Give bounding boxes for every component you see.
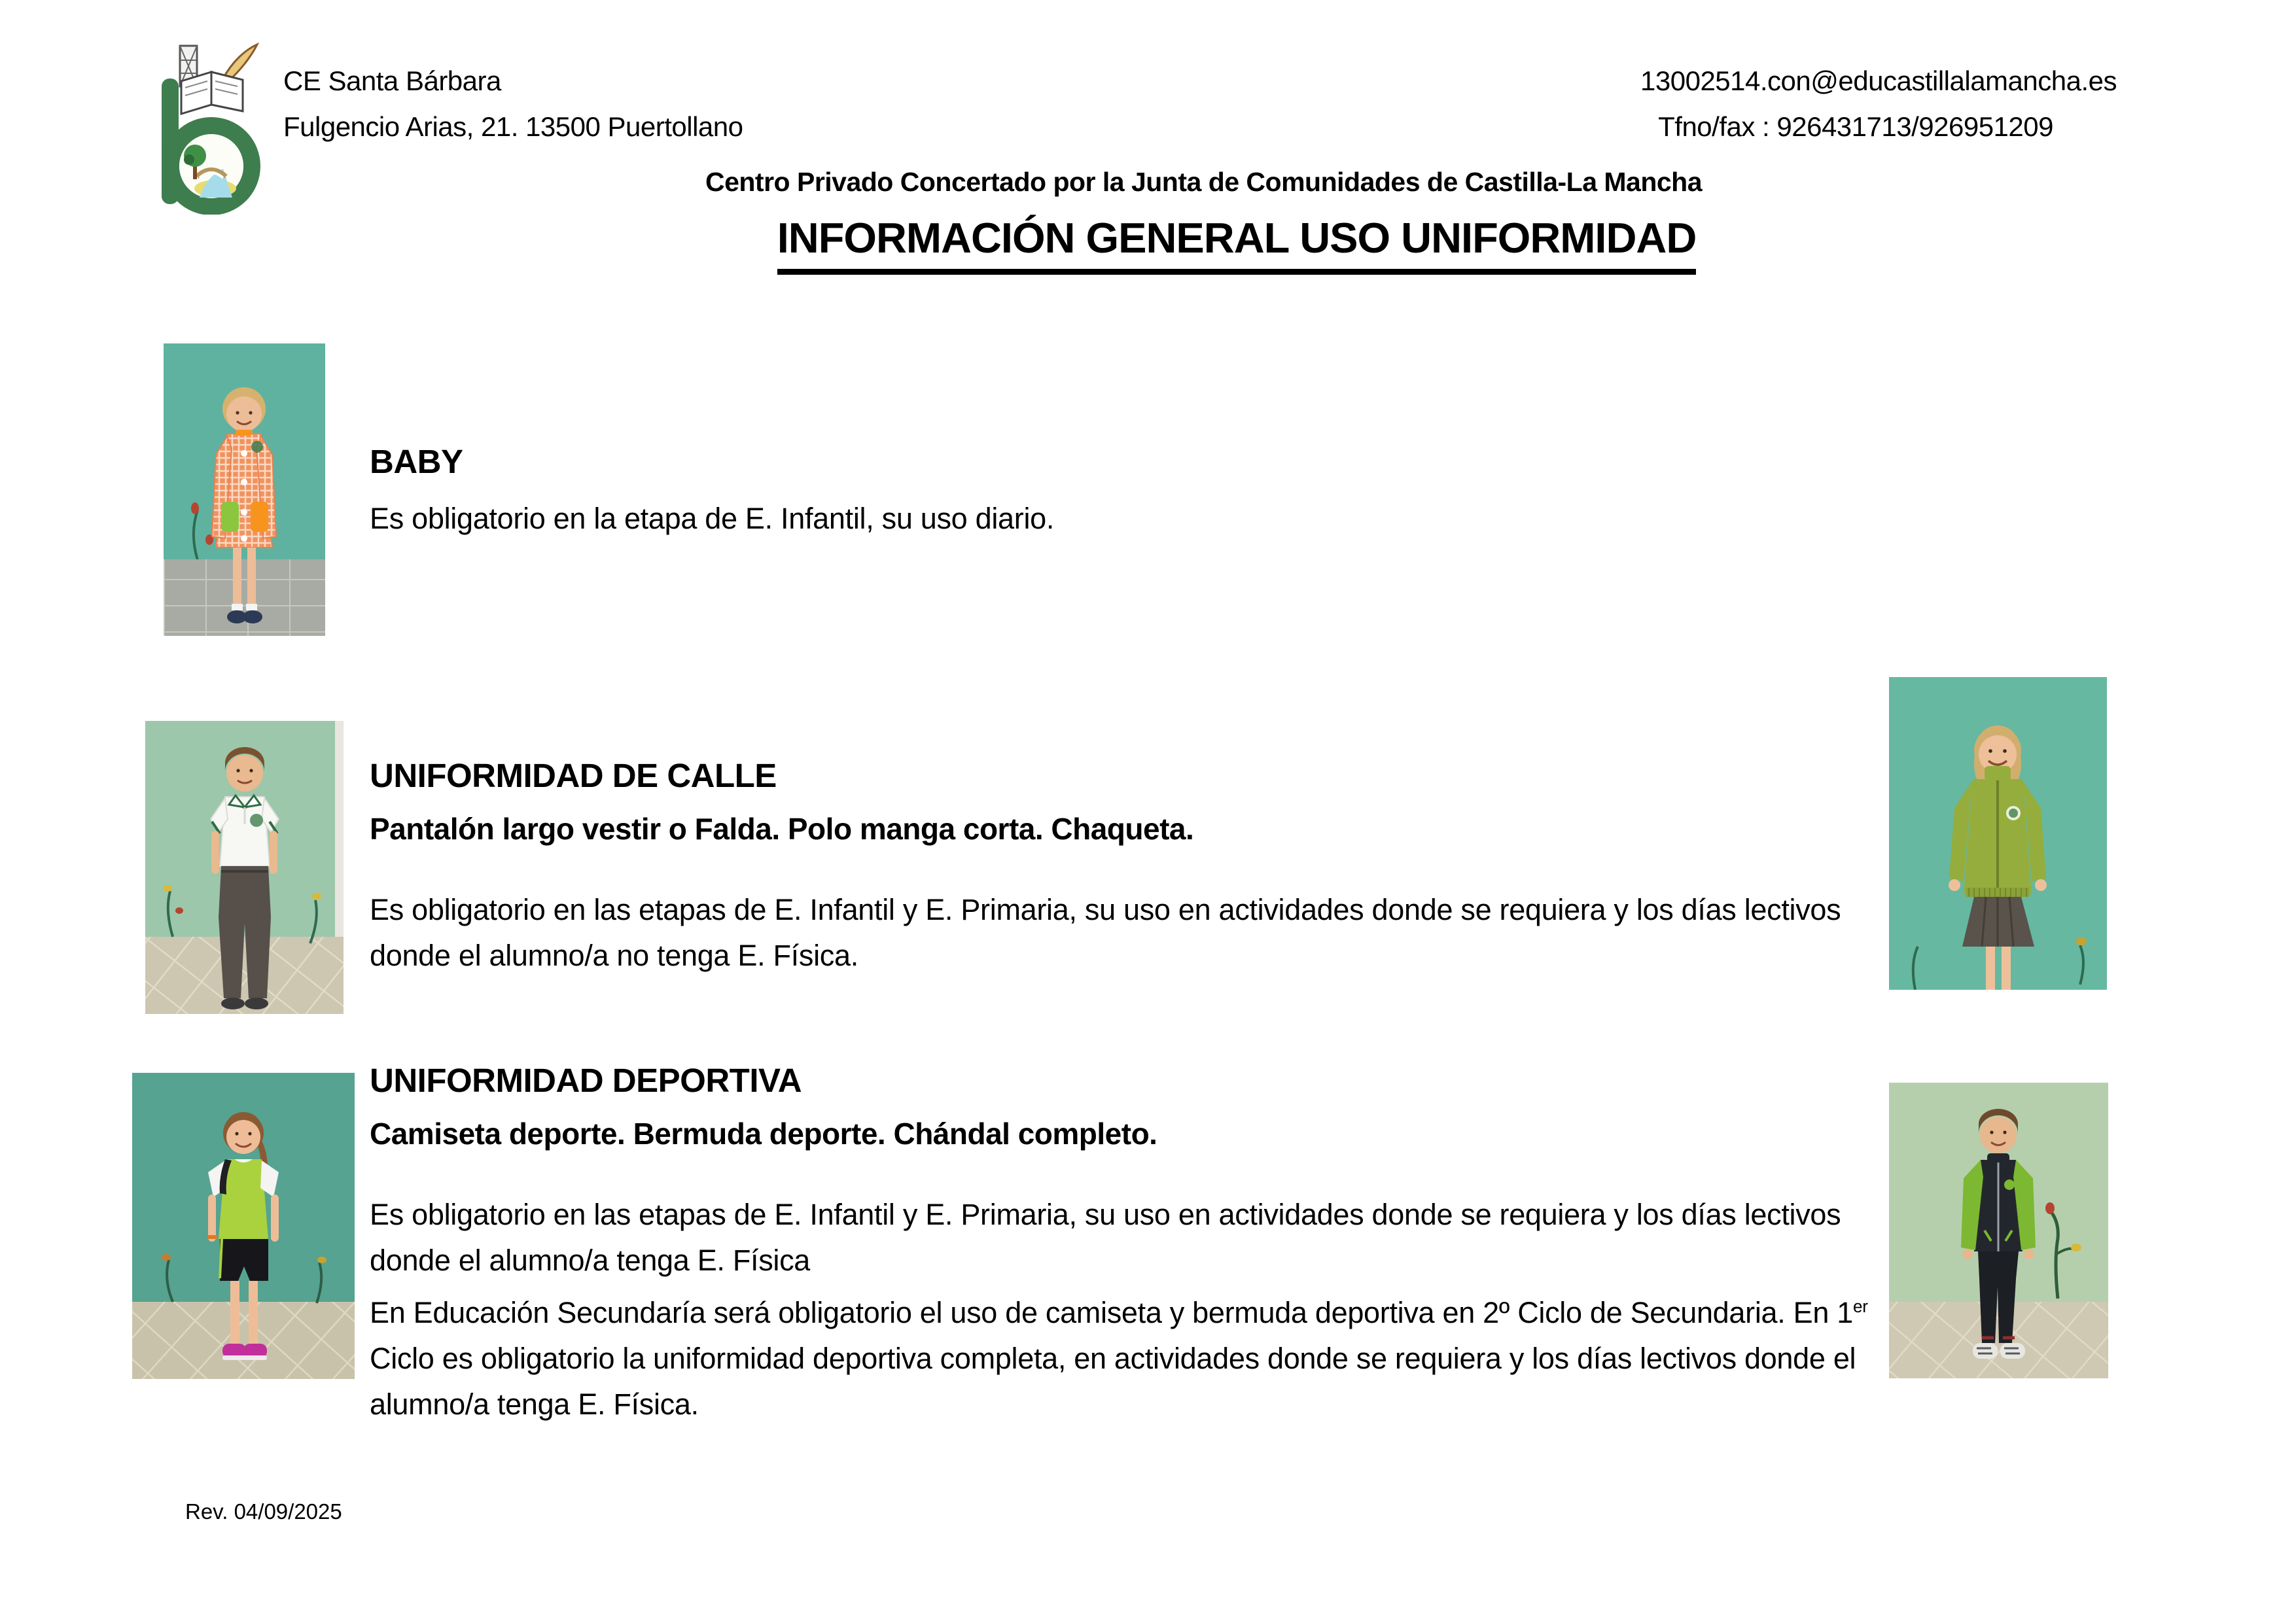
school-phone: Tfno/fax : 926431713/926951209 [1658,111,2053,142]
photo-calle-girl [1889,677,2107,990]
school-name: CE Santa Bárbara [283,65,501,96]
section-baby-body: Es obligatorio en la etapa de E. Infantil, su uso diario. [370,502,1055,535]
school-address: Fulgencio Arias, 21. 13500 Puertollano [283,111,743,142]
section-calle-subheading: Pantalón largo vestir o Falda. Polo manga corta. Chaqueta. [370,812,1194,846]
photo-baby-uniform [164,343,325,636]
photo-deportiva-boy [1889,1083,2108,1378]
photo-deportiva-girl [132,1073,355,1379]
section-deportiva-body-1: Es obligatorio en las etapas de E. Infantil y E. Primaria, su uso en actividades donde se requiera y los días lectivos donde el alumno/a tenga E. Física [370,1198,1841,1277]
section-deportiva-body-2 [370,1283,1894,1427]
section-calle-body: Es obligatorio en las etapas de E. Infantil y E. Primaria, su uso en actividades donde se requiera y los días lectivos donde el alumno/a no tenga E. Física. [370,893,1841,972]
deportiva-body2-superscript: er [1853,1297,1868,1316]
revision-date: Rev. 04/09/2025 [185,1499,342,1524]
school-email: 13002514.con@educastillalamancha.es [1640,65,2117,96]
page-title: INFORMACIÓN GENERAL USO UNIFORMIDAD [183,213,2290,275]
section-deportiva-subheading: Camiseta deporte. Bermuda deporte. Chándal completo. [370,1117,1157,1151]
section-deportiva-heading: UNIFORMIDAD DEPORTIVA [370,1062,802,1099]
deportiva-body2-post: Ciclo es obligatorio la uniformidad deportiva completa, en actividades donde se requiera y los días lectivos donde el alumno/a tenga E. Física. [370,1342,1856,1421]
section-baby-heading: BABY [370,443,463,480]
photo-calle-boy [145,721,344,1014]
section-calle-heading: UNIFORMIDAD DE CALLE [370,757,777,794]
deportiva-body2-pre: En Educación Secundaría será obligatorio el uso de camiseta y bermuda deportiva en 2º Ciclo de Secundaria. En 1 [370,1296,1854,1329]
center-type-line: Centro Privado Concertado por la Junta de Comunidades de Castilla-La Mancha [705,167,1703,197]
